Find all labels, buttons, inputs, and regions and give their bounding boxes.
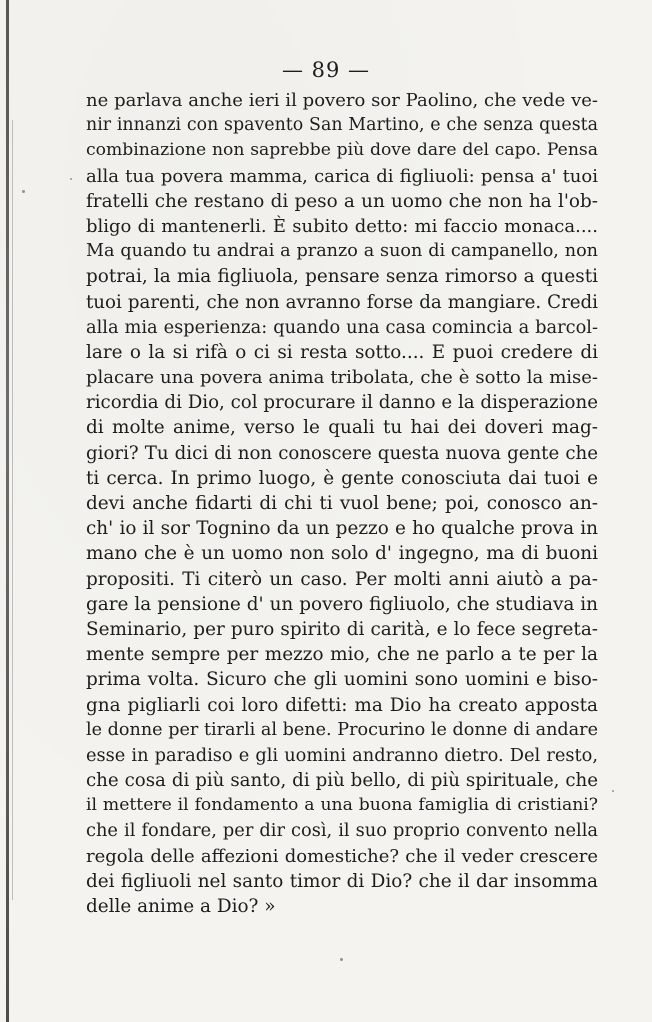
paper-speck (22, 190, 25, 193)
text-line: il mettere il fondamento a una buona famiglia di cristiani? (86, 795, 598, 816)
text-line: mano che è un uomo non solo d' ingegno, ma di buoni (86, 543, 598, 565)
text-line: ch' io il sor Tognino da un pezzo e ho qualche prova in (86, 518, 598, 540)
text-line: placare una povera anima tribolata, che è sotto la mise- (86, 367, 598, 389)
paper-speck (340, 958, 343, 961)
text-line: dei figliuoli nel santo timor di Dio? che il dar insomma (86, 870, 598, 892)
text-line: delle anime a Dio? » (86, 896, 276, 917)
text-line: le donne per tirarli al bene. Procurino le donne di andare (86, 719, 598, 740)
binding-edge (6, 0, 9, 1022)
text-line: ti cerca. In primo luogo, è gente conosciuta dai tuoi e (86, 467, 598, 489)
page-number: — 89 — (281, 58, 371, 82)
text-line: gna pigliarli coi loro difetti: ma Dio ha creato apposta (86, 694, 598, 716)
text-line: ricordia di Dio, col procurare il danno e la disperazione (86, 392, 598, 414)
body-text (86, 88, 598, 919)
text-line: che cosa di più santo, di più bello, di più spirituale, che (86, 770, 598, 792)
text-line: di molte anime, verso le quali tu hai dei doveri mag- (86, 417, 598, 439)
text-line: nir innanzi con spavento San Martino, e che senza questa (86, 115, 598, 136)
text-line: alla mia esperienza: quando una casa comincia a barcol- (86, 316, 598, 338)
text-line: gare la pensione d' un povero figliuolo, che studiava in (86, 593, 598, 615)
text-line: alla tua povera mamma, carica di figliuoli: pensa a' tuoi (86, 165, 598, 187)
text-line: lare o la si rifà o ci si resta sotto.... E puoi credere di (86, 341, 598, 363)
text-line: esse in paradiso e gli uomini andranno dietro. Del resto, (86, 744, 598, 766)
text-line: prima volta. Sicuro che gli uomini sono uomini e biso- (86, 669, 598, 691)
paper-speck (70, 178, 72, 180)
text-line: potrai, la mia figliuola, pensare senza rimorso a questi (86, 266, 598, 288)
text-line: Ma quando tu andrai a pranzo a suon di campanello, non (86, 241, 598, 262)
text-line: combinazione non saprebbe più dove dare del capo. Pensa (86, 140, 598, 161)
text-line: mente sempre per mezzo mio, che ne parlo a te per la (86, 644, 598, 666)
text-line: bligo di mantenerli. È subito detto: mi faccio monaca.... (86, 215, 598, 237)
text-line: fratelli che restano di peso a un uomo che non ha l'ob- (86, 190, 598, 212)
text-line: propositi. Ti citerò un caso. Per molti anni aiutò a pa- (86, 568, 598, 590)
text-line: devi anche fidarti di chi ti vuol bene; poi, conosco an- (86, 493, 598, 514)
text-line: giori? Tu dici di non conoscere questa nuova gente che (86, 442, 598, 464)
text-line: regola delle affezioni domestiche? che il veder crescere (86, 845, 598, 867)
text-line: ne parlava anche ieri il povero sor Paolino, che vede ve- (86, 90, 598, 111)
binding-shadow (12, 120, 13, 900)
text-line: Seminario, per puro spirito di carità, e lo fece segreta- (86, 618, 598, 640)
paper-speck (612, 790, 614, 792)
text-line: che il fondare, per dir così, il suo proprio convento nella (86, 820, 598, 842)
text-line: tuoi parenti, che non avranno forse da mangiare. Credi (86, 291, 598, 313)
